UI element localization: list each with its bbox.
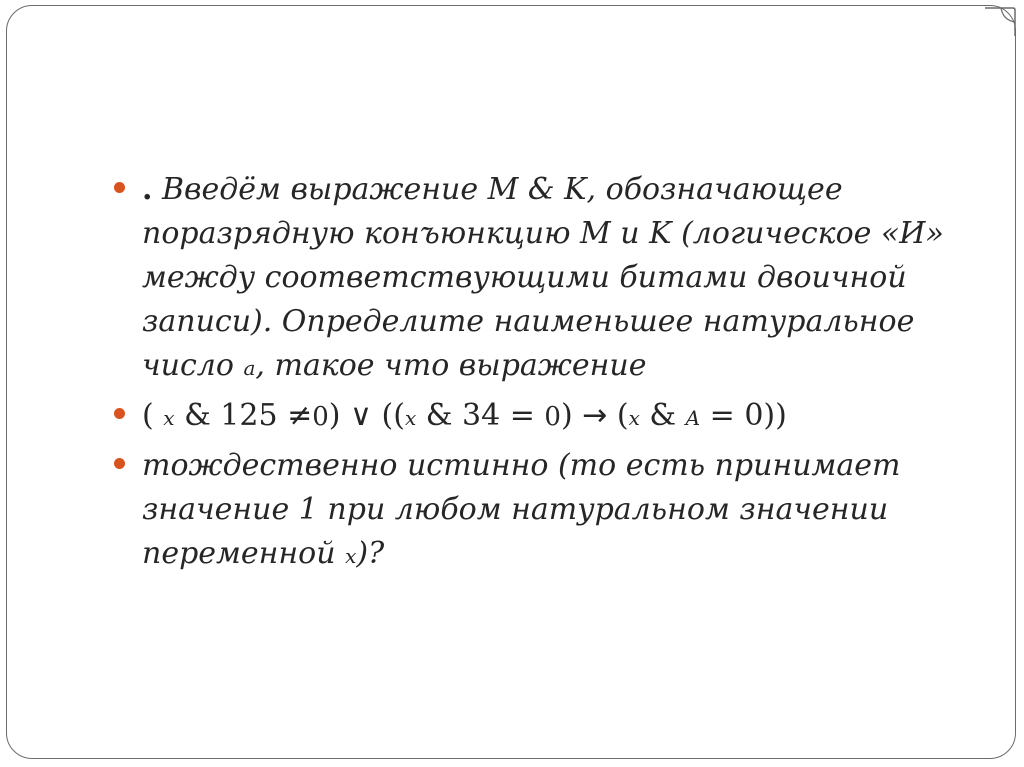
bullet-item-3 <box>112 444 972 578</box>
formula-zero: 0 <box>544 402 561 432</box>
bullet-1-line-5-pre: число <box>142 348 244 383</box>
bullet-3-line-1: тождественно истинно (то есть принимает <box>142 448 901 483</box>
page-curl-decoration <box>983 6 1017 40</box>
variable-a: a <box>243 356 256 380</box>
implication-arrow-icon: → <box>582 398 608 433</box>
bullet-3-line-3-pre: переменной <box>142 536 346 571</box>
variable-A: A <box>685 406 701 430</box>
formula-part: & 125 <box>174 398 288 433</box>
logical-or-symbol: ∨ <box>350 398 373 433</box>
formula-part: ( <box>142 398 164 433</box>
variable-x: x <box>628 406 640 430</box>
formula-part: & 34 = <box>416 398 545 433</box>
bullet-3-text <box>142 444 972 578</box>
variable-x: x <box>345 544 357 568</box>
bullet-1-line-1: Введём выражение M & K, обозначающее <box>162 172 843 207</box>
bullet-1-line-4: записи). Определите наименьшее натуральное <box>142 304 915 339</box>
formula-part: = 0)) <box>700 398 787 433</box>
variable-x: x <box>404 406 417 430</box>
bullet-1-line-3: между соответствующими битами двоичной <box>142 260 907 295</box>
logic-formula <box>142 394 972 440</box>
formula-part: ) <box>328 398 351 433</box>
not-equal-symbol: ≠ <box>287 398 313 433</box>
bullet-3-line-2: значение 1 при любом натуральном значении <box>142 492 889 527</box>
formula-zero: 0 <box>312 402 329 432</box>
formula-part: (( <box>372 398 405 433</box>
bullet-1-lead: . <box>142 172 153 207</box>
bullet-dot-icon <box>114 408 125 419</box>
bullet-dot-icon <box>114 182 125 193</box>
formula-part: ) <box>560 398 583 433</box>
bullet-dot-icon <box>114 458 125 469</box>
bullet-1-line-2: поразрядную конъюнкцию M и K (логическое «И» <box>142 216 944 251</box>
variable-x: x <box>163 406 175 430</box>
formula-part: ( <box>607 398 629 433</box>
bullet-3-line-3-post: )? <box>356 536 385 571</box>
bullet-item-1 <box>112 168 972 390</box>
bullet-1-text <box>142 168 972 390</box>
formula-part: & <box>639 398 686 433</box>
bullet-1-line-5-post: , такое что выражение <box>255 348 647 383</box>
slide-content <box>112 168 972 582</box>
bullet-item-2 <box>112 394 972 440</box>
